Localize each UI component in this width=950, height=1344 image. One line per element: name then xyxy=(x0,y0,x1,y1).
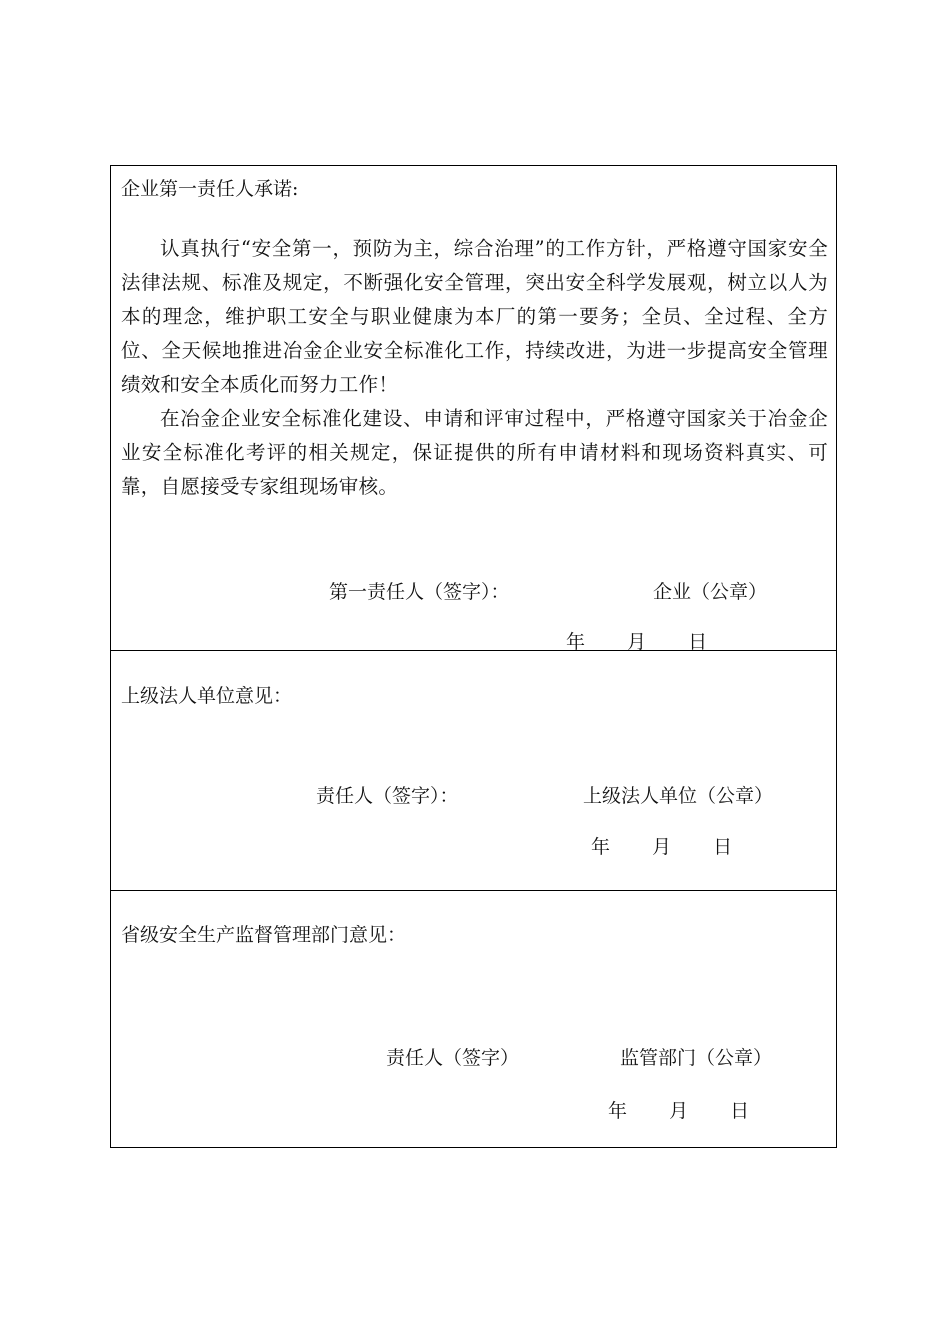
date-day: 日 xyxy=(713,836,733,858)
enterprise-commitment-heading: 企业第一责任人承诺: xyxy=(121,178,299,200)
commitment-paragraph-2: 在冶金企业安全标准化建设、申请和评审过程中，严格遵守国家关于冶金企业安全标准化考评的相关规定，保证提供的所有申请材料和现场资料真实、可靠，自愿接受专家组现场审核。 xyxy=(121,407,828,498)
provincial-signature-label: 责任人（签字） xyxy=(386,1047,520,1069)
date-year: 年 xyxy=(591,836,611,858)
superior-date xyxy=(591,832,732,859)
provincial-opinion-section xyxy=(111,891,836,1149)
superior-seal-label: 上级法人单位（公章） xyxy=(583,785,774,807)
date-day: 日 xyxy=(688,631,708,653)
date-year: 年 xyxy=(566,631,586,653)
date-day: 日 xyxy=(730,1100,750,1122)
date-month: 月 xyxy=(669,1100,689,1122)
commitment-paragraph-1: 认真执行“安全第一，预防为主，综合治理”的工作方针，严格遵守国家安全法律法规、标准及规定，不断强化安全管理，突出安全科学发展观，树立以人为本的理念，维护职工安全与职业健康为本厂的第一要务；全员、全过程、全方位、全天候地推进冶金企业安全标准化工作，持续改进，为进一步提高安全管理绩效和安全本质化而努力工作！ xyxy=(121,237,828,396)
provincial-date xyxy=(608,1096,749,1123)
enterprise-seal-label: 企业（公章） xyxy=(653,581,768,603)
supervision-seal-label: 监管部门（公章） xyxy=(620,1047,773,1069)
superior-opinion-heading: 上级法人单位意见： xyxy=(121,685,293,707)
date-year: 年 xyxy=(608,1100,628,1122)
provincial-opinion-heading: 省级安全生产监督管理部门意见： xyxy=(121,924,407,946)
superior-opinion-section xyxy=(111,651,836,891)
enterprise-date xyxy=(566,627,707,654)
first-responsible-signature-label: 第一责任人（签字）： xyxy=(329,581,510,603)
enterprise-commitment-section xyxy=(111,166,836,651)
approval-form-table xyxy=(110,165,837,1148)
date-month: 月 xyxy=(627,631,647,653)
superior-signature-label: 责任人（签字）： xyxy=(316,785,459,807)
date-month: 月 xyxy=(652,836,672,858)
